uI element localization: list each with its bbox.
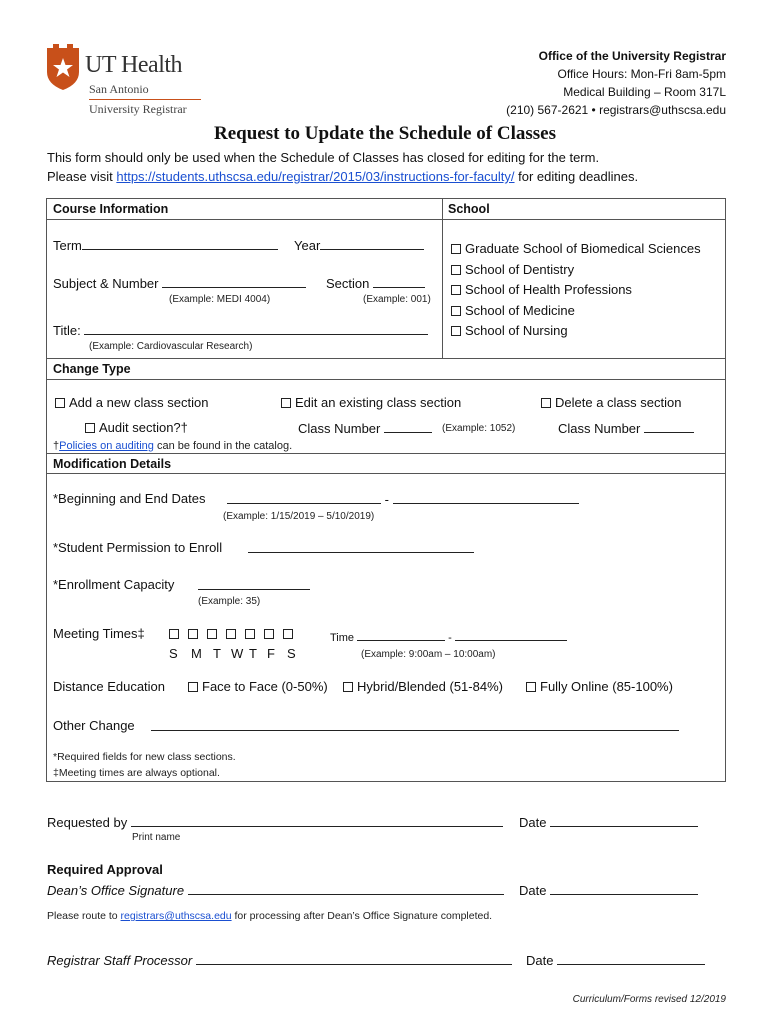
meeting-note: ‡Meeting times are always optional. [53, 767, 220, 779]
title-example: (Example: Cardiovascular Research) [89, 341, 253, 352]
divider [442, 199, 443, 358]
day-letter: W [231, 646, 244, 661]
section-example: (Example: 001) [363, 294, 431, 305]
dates-example: (Example: 1/15/2019 – 5/10/2019) [223, 511, 375, 522]
day-letter: T [249, 646, 257, 661]
school-option[interactable] [451, 301, 701, 322]
school-option-label: School of Medicine [465, 302, 575, 318]
distance-option[interactable] [188, 679, 328, 694]
intro-line2-pre: Please visit [47, 169, 117, 184]
day-checkboxes [169, 626, 297, 641]
capacity-field[interactable] [198, 577, 310, 595]
day-letter: M [191, 646, 202, 661]
add-section-label: Add a new class section [69, 395, 209, 410]
day-letter: F [267, 646, 275, 661]
title-label: Title: [53, 323, 81, 338]
meeting-times-label: Meeting Times‡ [53, 626, 145, 641]
day-letter: T [213, 646, 221, 661]
section-label: Section [326, 276, 370, 291]
change-type-box [46, 359, 726, 454]
registrar-processor-field[interactable] [47, 952, 512, 968]
term-field[interactable] [53, 237, 278, 253]
footnote-mark: † [53, 440, 60, 452]
logo-divider [89, 99, 201, 100]
checkbox[interactable] [188, 682, 198, 692]
requested-date-input[interactable] [550, 814, 698, 827]
checkbox[interactable] [451, 326, 461, 336]
requested-by-input[interactable] [131, 814, 503, 827]
intro-line1: This form should only be used when the Schedule of Classes has closed for editing for the term. [47, 150, 600, 165]
checkbox[interactable] [281, 398, 291, 408]
time-label: Time [330, 632, 355, 644]
office-title: Office of the University Registrar [538, 49, 726, 63]
approval-header: Required Approval [47, 862, 163, 877]
registrar-email-link[interactable]: registrars@uthscsa.edu [120, 910, 232, 922]
distance-option-label: Fully Online (85-100%) [540, 679, 673, 694]
checkbox[interactable] [451, 265, 461, 275]
deans-date-field[interactable] [519, 882, 698, 898]
class-number-input[interactable] [644, 420, 694, 433]
audit-section-option[interactable] [85, 420, 188, 435]
divider [47, 219, 725, 220]
course-info-header: Course Information [53, 202, 169, 216]
delete-class-number-field[interactable] [558, 420, 694, 436]
deans-signature-input[interactable] [188, 882, 504, 895]
distance-option[interactable] [343, 679, 503, 694]
section-input[interactable] [373, 275, 425, 288]
school-option-label: Graduate School of Biomedical Sciences [465, 241, 701, 256]
section-field[interactable] [326, 275, 425, 291]
time-field[interactable]: Time - [330, 628, 567, 644]
print-name-caption: Print name [132, 832, 181, 843]
registrar-processor-label: Registrar Staff Processor [47, 953, 193, 968]
checkbox[interactable] [188, 629, 198, 639]
class-number-example: (Example: 1052) [442, 423, 516, 434]
day-letters [169, 646, 296, 661]
route-post: for processing after Dean’s Office Signature completed. [231, 910, 493, 922]
checkbox[interactable] [526, 682, 536, 692]
required-note: *Required fields for new class sections. [53, 751, 236, 763]
auditing-policies-link[interactable]: Policies on auditing [59, 440, 154, 452]
school-options [451, 239, 701, 342]
office-location: Medical Building – Room 317L [563, 85, 726, 99]
logo-brand: UT Health [85, 52, 183, 78]
edit-class-number-field[interactable] [298, 420, 432, 436]
capacity-example: (Example: 35) [198, 596, 261, 607]
term-input[interactable] [82, 237, 278, 250]
title-field[interactable] [53, 322, 428, 338]
office-contact: (210) 567-2621 • registrars@uthscsa.edu [506, 103, 726, 117]
divider [47, 473, 725, 474]
term-label: Term [53, 238, 82, 253]
audit-section-label: Audit section?† [99, 420, 188, 435]
distance-label: Distance Education [53, 679, 166, 694]
time-example: (Example: 9:00am – 10:00am) [361, 649, 496, 660]
ut-health-logo [45, 44, 205, 124]
class-number-label: Class Number [558, 421, 641, 436]
subject-field[interactable] [53, 275, 306, 291]
checkbox[interactable] [343, 682, 353, 692]
checkbox[interactable] [264, 629, 274, 639]
route-pre: Please route to [47, 910, 121, 922]
revision-footer: Curriculum/Forms revised 12/2019 [572, 994, 726, 1005]
subject-input[interactable] [162, 275, 306, 288]
route-instructions [47, 910, 492, 922]
logo-dept: University Registrar [89, 102, 187, 116]
requested-by-field[interactable] [47, 814, 503, 830]
checkbox[interactable] [169, 629, 179, 639]
date-label: Date [526, 953, 554, 968]
change-type-header: Change Type [53, 362, 131, 376]
deans-date-input[interactable] [550, 882, 698, 895]
subject-example: (Example: MEDI 4004) [169, 294, 271, 305]
shield-icon [45, 44, 81, 90]
modification-header: Modification Details [53, 457, 172, 471]
edit-section-label: Edit an existing class section [295, 395, 462, 410]
capacity-label: *Enrollment Capacity [53, 577, 175, 592]
requested-date-field[interactable] [519, 814, 698, 830]
dates-label: *Beginning and End Dates [53, 491, 206, 506]
requested-by-label: Requested by [47, 815, 128, 830]
intro-line2-post: for editing deadlines. [514, 169, 639, 184]
distance-option-label: Face to Face (0-50%) [202, 679, 328, 694]
class-number-input[interactable] [384, 420, 432, 433]
distance-option[interactable] [526, 679, 673, 694]
school-option[interactable] [451, 260, 701, 281]
school-option[interactable] [451, 280, 701, 301]
footnote-text: can be found in the catalog. [153, 440, 293, 452]
audit-footnote [53, 440, 292, 452]
permission-input[interactable] [248, 540, 474, 553]
checkbox[interactable] [207, 629, 217, 639]
office-hours: Office Hours: Mon-Fri 8am-5pm [557, 67, 726, 81]
school-option-label: School of Dentistry [465, 261, 575, 277]
checkbox[interactable] [55, 398, 65, 408]
registrar-date-input[interactable] [557, 952, 705, 965]
add-section-option[interactable] [55, 395, 208, 410]
school-option[interactable] [451, 239, 701, 260]
date-label: Date [519, 883, 547, 898]
registrar-processor-input[interactable] [196, 952, 512, 965]
capacity-input[interactable] [198, 577, 310, 590]
course-school-box [46, 198, 726, 359]
start-date-input[interactable] [227, 491, 381, 504]
delete-section-label: Delete a class section [555, 395, 682, 410]
checkbox[interactable] [541, 398, 551, 408]
intro-line2 [47, 167, 638, 186]
office-info [506, 47, 726, 119]
school-option[interactable] [451, 321, 701, 342]
checkbox[interactable] [85, 423, 95, 433]
school-header: School [448, 202, 490, 216]
permission-field[interactable] [248, 540, 474, 558]
other-change-label: Other Change [53, 718, 135, 733]
class-number-label: Class Number [298, 421, 381, 436]
intro-text [47, 148, 638, 186]
faculty-instructions-link[interactable]: https://students.uthscsa.edu/registrar/2015/03/instructions-for-faculty/ [116, 169, 515, 184]
modification-box [46, 453, 726, 782]
logo-city: San Antonio [89, 82, 149, 96]
other-change-input[interactable] [151, 718, 679, 731]
checkbox[interactable] [451, 244, 461, 254]
dates-field[interactable]: - [227, 491, 579, 507]
checkbox[interactable] [451, 285, 461, 295]
distance-option-label: Hybrid/Blended (51-84%) [357, 679, 503, 694]
day-letter: S [287, 646, 296, 661]
delete-section-option[interactable] [541, 395, 681, 410]
year-input[interactable] [320, 237, 424, 250]
deans-signature-label: Dean’s Office Signature [47, 883, 185, 898]
registrar-date-field[interactable] [526, 952, 705, 968]
form-title: Request to Update the Schedule of Classes [214, 123, 556, 144]
start-time-input[interactable] [357, 628, 445, 641]
year-label: Year [294, 238, 321, 253]
year-field[interactable] [294, 237, 424, 253]
checkbox[interactable] [451, 306, 461, 316]
deans-signature-field[interactable] [47, 882, 504, 898]
subject-label: Subject & Number [53, 276, 159, 291]
other-change-field[interactable] [151, 718, 679, 736]
title-input[interactable] [84, 322, 428, 335]
edit-section-option[interactable] [281, 395, 461, 410]
end-date-input[interactable] [393, 491, 579, 504]
school-option-label: School of Health Professions [465, 282, 632, 297]
checkbox[interactable] [245, 629, 255, 639]
day-letter: S [169, 646, 178, 661]
divider [47, 379, 725, 380]
checkbox[interactable] [283, 629, 293, 639]
school-option-label: School of Nursing [465, 323, 568, 338]
checkbox[interactable] [226, 629, 236, 639]
date-label: Date [519, 815, 547, 830]
permission-label: *Student Permission to Enroll [53, 540, 223, 555]
end-time-input[interactable] [455, 628, 567, 641]
